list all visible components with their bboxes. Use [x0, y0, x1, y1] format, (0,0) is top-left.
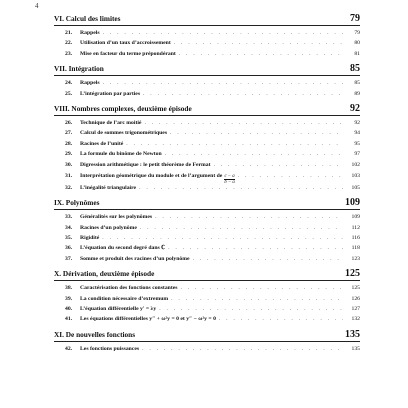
entry-number: 29.	[65, 151, 73, 158]
chapter-title: X. Dérivation, deuxième épisode	[54, 269, 155, 279]
dot-leader	[142, 344, 343, 354]
dot-leader	[144, 118, 343, 128]
chapter-title: XI. De nouvelles fonctions	[54, 329, 136, 339]
toc-entry	[54, 78, 360, 88]
entry-number: 30.	[65, 161, 73, 168]
dot-leader	[179, 49, 343, 59]
toc-entry	[54, 28, 360, 38]
dot-leader	[159, 304, 343, 314]
dot-leader	[140, 223, 343, 233]
entry-number: 22.	[65, 40, 73, 47]
toc-entry	[54, 118, 360, 128]
entry-number: 25.	[65, 90, 73, 97]
dot-leader	[171, 294, 343, 304]
chapter-heading	[54, 269, 360, 281]
dot-leader	[143, 89, 343, 99]
toc-entry	[54, 89, 360, 99]
chapter-title: VI. Calcul des limites	[54, 14, 121, 23]
entry-page-number: 81	[354, 50, 360, 57]
chapter-page-number: 135	[345, 328, 360, 340]
entry-title: Technique de l’arc moitié	[80, 119, 142, 126]
entry-title: Interprétation géométrique du module et de l’argument de	[80, 172, 223, 179]
entry-page-number: 109	[351, 214, 360, 221]
entry-page-number: 132	[351, 316, 360, 323]
toc-chapter	[54, 198, 360, 264]
chapter-heading	[54, 330, 360, 342]
dot-leader	[126, 139, 343, 149]
chapter-title: IX. Polynômes	[54, 198, 100, 208]
chapter-heading	[54, 64, 360, 76]
entry-number: 33.	[65, 214, 73, 221]
toc-entry	[54, 160, 360, 170]
fraction-denominator: b − a	[224, 179, 235, 185]
dot-leader	[214, 160, 343, 170]
entry-title: Caractérisation des fonctions constantes	[80, 285, 178, 292]
entry-page-number: 79	[354, 30, 360, 36]
entry-page-number: 94	[354, 130, 360, 137]
toc-entry	[54, 294, 360, 304]
chapter-heading	[54, 104, 360, 116]
entry-title: Les équations différentielles y″ + ω²y = 0 et y″ − ω²y = 0	[80, 316, 216, 323]
entry-number: 24.	[65, 80, 73, 87]
entry-title: Utilisation d’un taux d’accroissement	[80, 40, 171, 47]
entry-title: L’intégration par parties	[80, 90, 141, 97]
entry-title: Digression arithmétique : le petit théorème de Fermat	[80, 161, 211, 168]
dot-leader	[238, 170, 343, 183]
chapter-page-number: 125	[345, 268, 360, 280]
toc-entry	[54, 139, 360, 149]
entry-page-number: 126	[351, 295, 360, 302]
toc-entry	[54, 344, 360, 354]
dot-leader	[219, 314, 343, 324]
entry-title: Somme et produit des racines d’un polynôme	[80, 255, 190, 262]
toc-entry	[54, 304, 360, 314]
entry-number: 39.	[65, 295, 73, 302]
entry-title: La formule du binôme de Newton	[80, 151, 162, 158]
chapter-page-number: 85	[350, 63, 360, 75]
entry-number: 31.	[65, 172, 73, 179]
entry-page-number: 125	[351, 285, 360, 292]
dot-leader	[168, 243, 343, 253]
entry-page-number: 97	[354, 151, 360, 158]
fraction-numerator: c − a	[224, 173, 235, 179]
entry-title: Calcul de sommes trigonométriques	[80, 130, 168, 137]
entry-number: 34.	[65, 224, 73, 231]
entry-title: Généralités sur les polynômes	[80, 214, 153, 221]
dot-leader	[103, 28, 343, 38]
entry-page-number: 105	[351, 184, 360, 191]
entry-number: 36.	[65, 245, 73, 252]
entry-title: L’équation différentielle y′ = λy	[80, 306, 157, 313]
entry-page-number: 127	[351, 306, 360, 313]
entry-number: 23.	[65, 50, 73, 57]
chapter-heading	[54, 198, 360, 210]
entry-page-number: 123	[351, 255, 360, 262]
entry-title: Mise en facteur du terme prépondérant	[80, 50, 176, 57]
entry-title: L’équation du second degré dans ℂ	[80, 245, 166, 252]
chapter-page-number: 79	[350, 13, 360, 24]
entry-number: 42.	[65, 345, 73, 352]
entry-number: 32.	[65, 184, 73, 191]
toc-entry	[54, 243, 360, 253]
entry-page-number: 116	[351, 235, 360, 242]
entry-page-number: 103	[351, 172, 360, 179]
entry-number: 41.	[65, 316, 73, 323]
entry-title: Rappels	[80, 80, 100, 87]
entry-title: Rappels	[80, 30, 100, 36]
entry-page-number: 89	[354, 90, 360, 97]
toc-chapter	[54, 64, 360, 99]
dot-leader	[165, 149, 343, 159]
page-number: 4	[35, 2, 39, 10]
entry-number: 35.	[65, 235, 73, 242]
entry-title: La condition nécessaire d’extremum	[80, 295, 169, 302]
entry-page-number: 92	[354, 119, 360, 126]
entry-page-number: 135	[351, 345, 360, 352]
entry-page-number: 102	[351, 161, 360, 168]
dot-leader	[155, 212, 343, 222]
entry-title: Les fonctions puissances	[80, 345, 140, 352]
toc-entry	[54, 170, 360, 183]
toc-chapter	[54, 269, 360, 325]
chapter-title: VII. Intégration	[54, 64, 104, 74]
entry-title: Rigidité	[80, 235, 100, 242]
dot-leader	[102, 233, 343, 243]
toc-entry	[54, 149, 360, 159]
entry-page-number: 118	[351, 245, 360, 252]
table-of-contents	[54, 14, 360, 359]
dot-leader	[193, 254, 343, 264]
entry-title: L’inégalité triangulaire	[80, 184, 137, 191]
toc-chapter	[54, 104, 360, 193]
entry-page-number: 85	[354, 80, 360, 87]
chapter-title: VIII. Nombres complexes, deuxième épisode	[54, 103, 192, 113]
entry-number: 27.	[65, 130, 73, 137]
toc-entry	[54, 283, 360, 293]
toc-entry	[54, 223, 360, 233]
entry-number: 28.	[65, 140, 73, 147]
entry-page-number: 95	[354, 140, 360, 147]
toc-entry	[54, 314, 360, 324]
dot-leader	[180, 283, 343, 293]
dot-leader	[174, 38, 343, 48]
chapter-page-number: 109	[345, 197, 360, 209]
chapter-page-number: 92	[350, 102, 360, 114]
dot-leader	[103, 78, 343, 88]
toc-entry	[54, 254, 360, 264]
entry-number: 37.	[65, 255, 73, 262]
toc-entry	[54, 212, 360, 222]
entry-number: 21.	[65, 30, 73, 36]
dot-leader	[170, 128, 343, 138]
toc-entry	[54, 128, 360, 138]
entry-number: 26.	[65, 119, 73, 126]
entry-page-number: 112	[351, 224, 360, 231]
entry-title: Racines d’un polynôme	[80, 224, 137, 231]
entry-title: Racines de l’unité	[80, 140, 124, 147]
toc-chapter	[54, 330, 360, 354]
toc-entry	[54, 38, 360, 48]
entry-number: 40.	[65, 306, 73, 313]
toc-entry	[54, 49, 360, 59]
chapter-heading	[54, 14, 360, 26]
toc-entry	[54, 183, 360, 193]
dot-leader	[139, 183, 343, 193]
toc-chapter	[54, 14, 360, 59]
entry-page-number: 80	[354, 40, 360, 47]
toc-entry	[54, 233, 360, 243]
entry-number: 38.	[65, 285, 73, 292]
